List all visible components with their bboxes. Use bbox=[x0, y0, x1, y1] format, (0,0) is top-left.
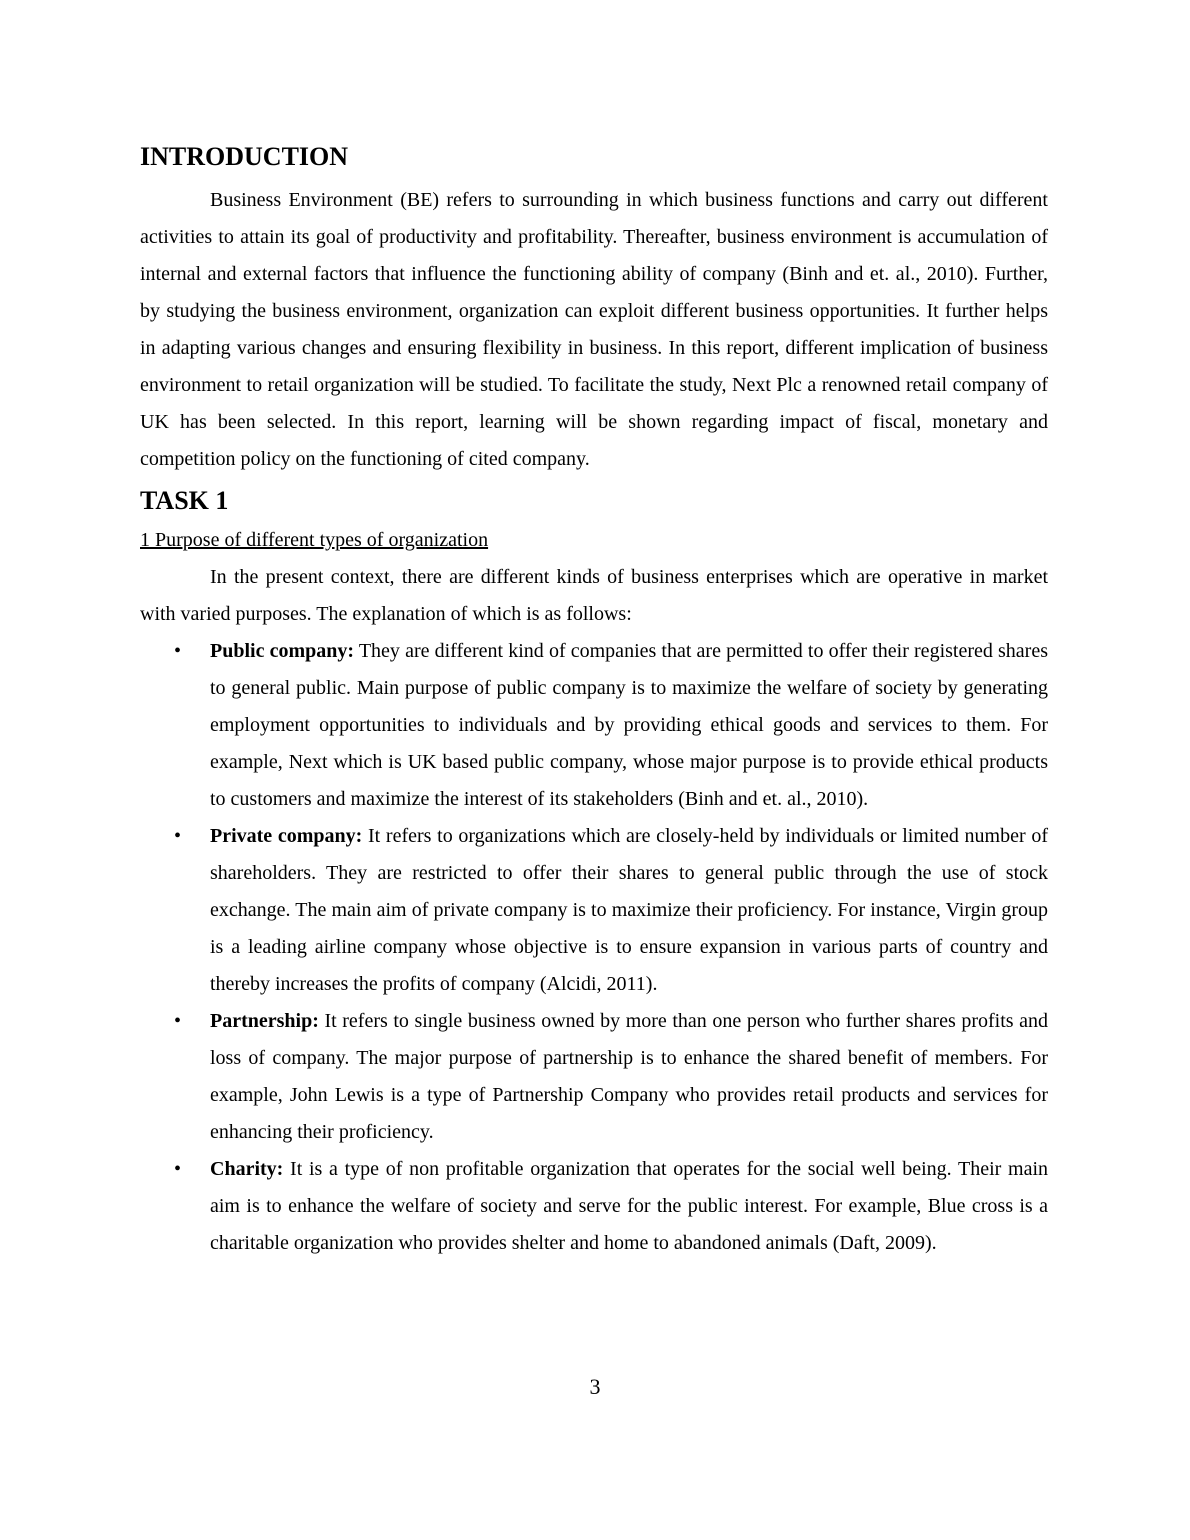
task1-paragraph: In the present context, there are different kinds of business enterprises which are operative in market with varied purposes. The explanation of which is as follows: bbox=[140, 566, 1048, 625]
list-item-term: Charity: bbox=[210, 1158, 284, 1180]
introduction-heading: INTRODUCTION bbox=[140, 142, 349, 171]
bullet-icon: • bbox=[174, 825, 182, 847]
list-item-partnership bbox=[140, 1003, 1048, 1151]
list-item-public-company bbox=[140, 633, 1048, 818]
bullet-icon: • bbox=[174, 640, 182, 662]
list-item-text: It is a type of non profitable organization that operates for the social well being. Their main aim is to enhance the welfare of society and serve for the public interest. For example, Blue cross is a charitable organization who provides shelter and home to abandoned animals (Daft, 2009). bbox=[210, 1158, 1048, 1254]
document-page bbox=[140, 140, 1048, 1262]
list-item-term: Partnership: bbox=[210, 1010, 319, 1032]
list-item-text: They are different kind of companies that are permitted to offer their registered shares to general public. Main purpose of public company is to maximize the welfare of society by generating employment opportunities to individuals and by providing ethical goods and services to them. For example, Next which is UK based public company, whose major purpose is to provide ethical products to customers and maximize the interest of its stakeholders (Binh and et. al., 2010). bbox=[210, 640, 1048, 810]
organization-types-list bbox=[140, 633, 1048, 1262]
bullet-icon: • bbox=[174, 1010, 182, 1032]
bullet-icon: • bbox=[174, 1158, 182, 1180]
task1-subheading: 1 Purpose of different types of organization bbox=[140, 529, 489, 551]
introduction-paragraph: Business Environment (BE) refers to surrounding in which business functions and carry out different activities to attain its goal of productivity and profitability. Thereafter, business environment is accumulation of internal and external factors that influence the functioning ability of company (Binh and et. al., 2010). Further, by studying the business environment, organization can exploit different business opportunities. It further helps in adapting various changes and ensuring flexibility in business. In this report, different implication of business environment to retail organization will be studied. To facilitate the study, Next Plc a renowned retail company of UK has been selected. In this report, learning will be shown regarding impact of fiscal, monetary and competition policy on the functioning of cited company. bbox=[140, 189, 1048, 470]
list-item-private-company bbox=[140, 818, 1048, 1003]
list-item-text: It refers to organizations which are closely-held by individuals or limited number of shareholders. They are restricted to offer their shares to general public through the use of stock exchange. The main aim of private company is to maximize their proficiency. For instance, Virgin group is a leading airline company whose objective is to ensure expansion in various parts of country and thereby increases the profits of company (Alcidi, 2011). bbox=[210, 825, 1048, 995]
task1-heading: TASK 1 bbox=[140, 486, 229, 515]
page-number: 3 bbox=[589, 1374, 601, 1399]
list-item-term: Public company: bbox=[210, 640, 355, 662]
list-item-text: It refers to single business owned by more than one person who further shares profits and loss of company. The major purpose of partnership is to enhance the shared benefit of members. For example, John Lewis is a type of Partnership Company who provides retail products and services for enhancing their proficiency. bbox=[210, 1010, 1048, 1143]
list-item-charity bbox=[140, 1151, 1048, 1262]
list-item-term: Private company: bbox=[210, 825, 363, 847]
